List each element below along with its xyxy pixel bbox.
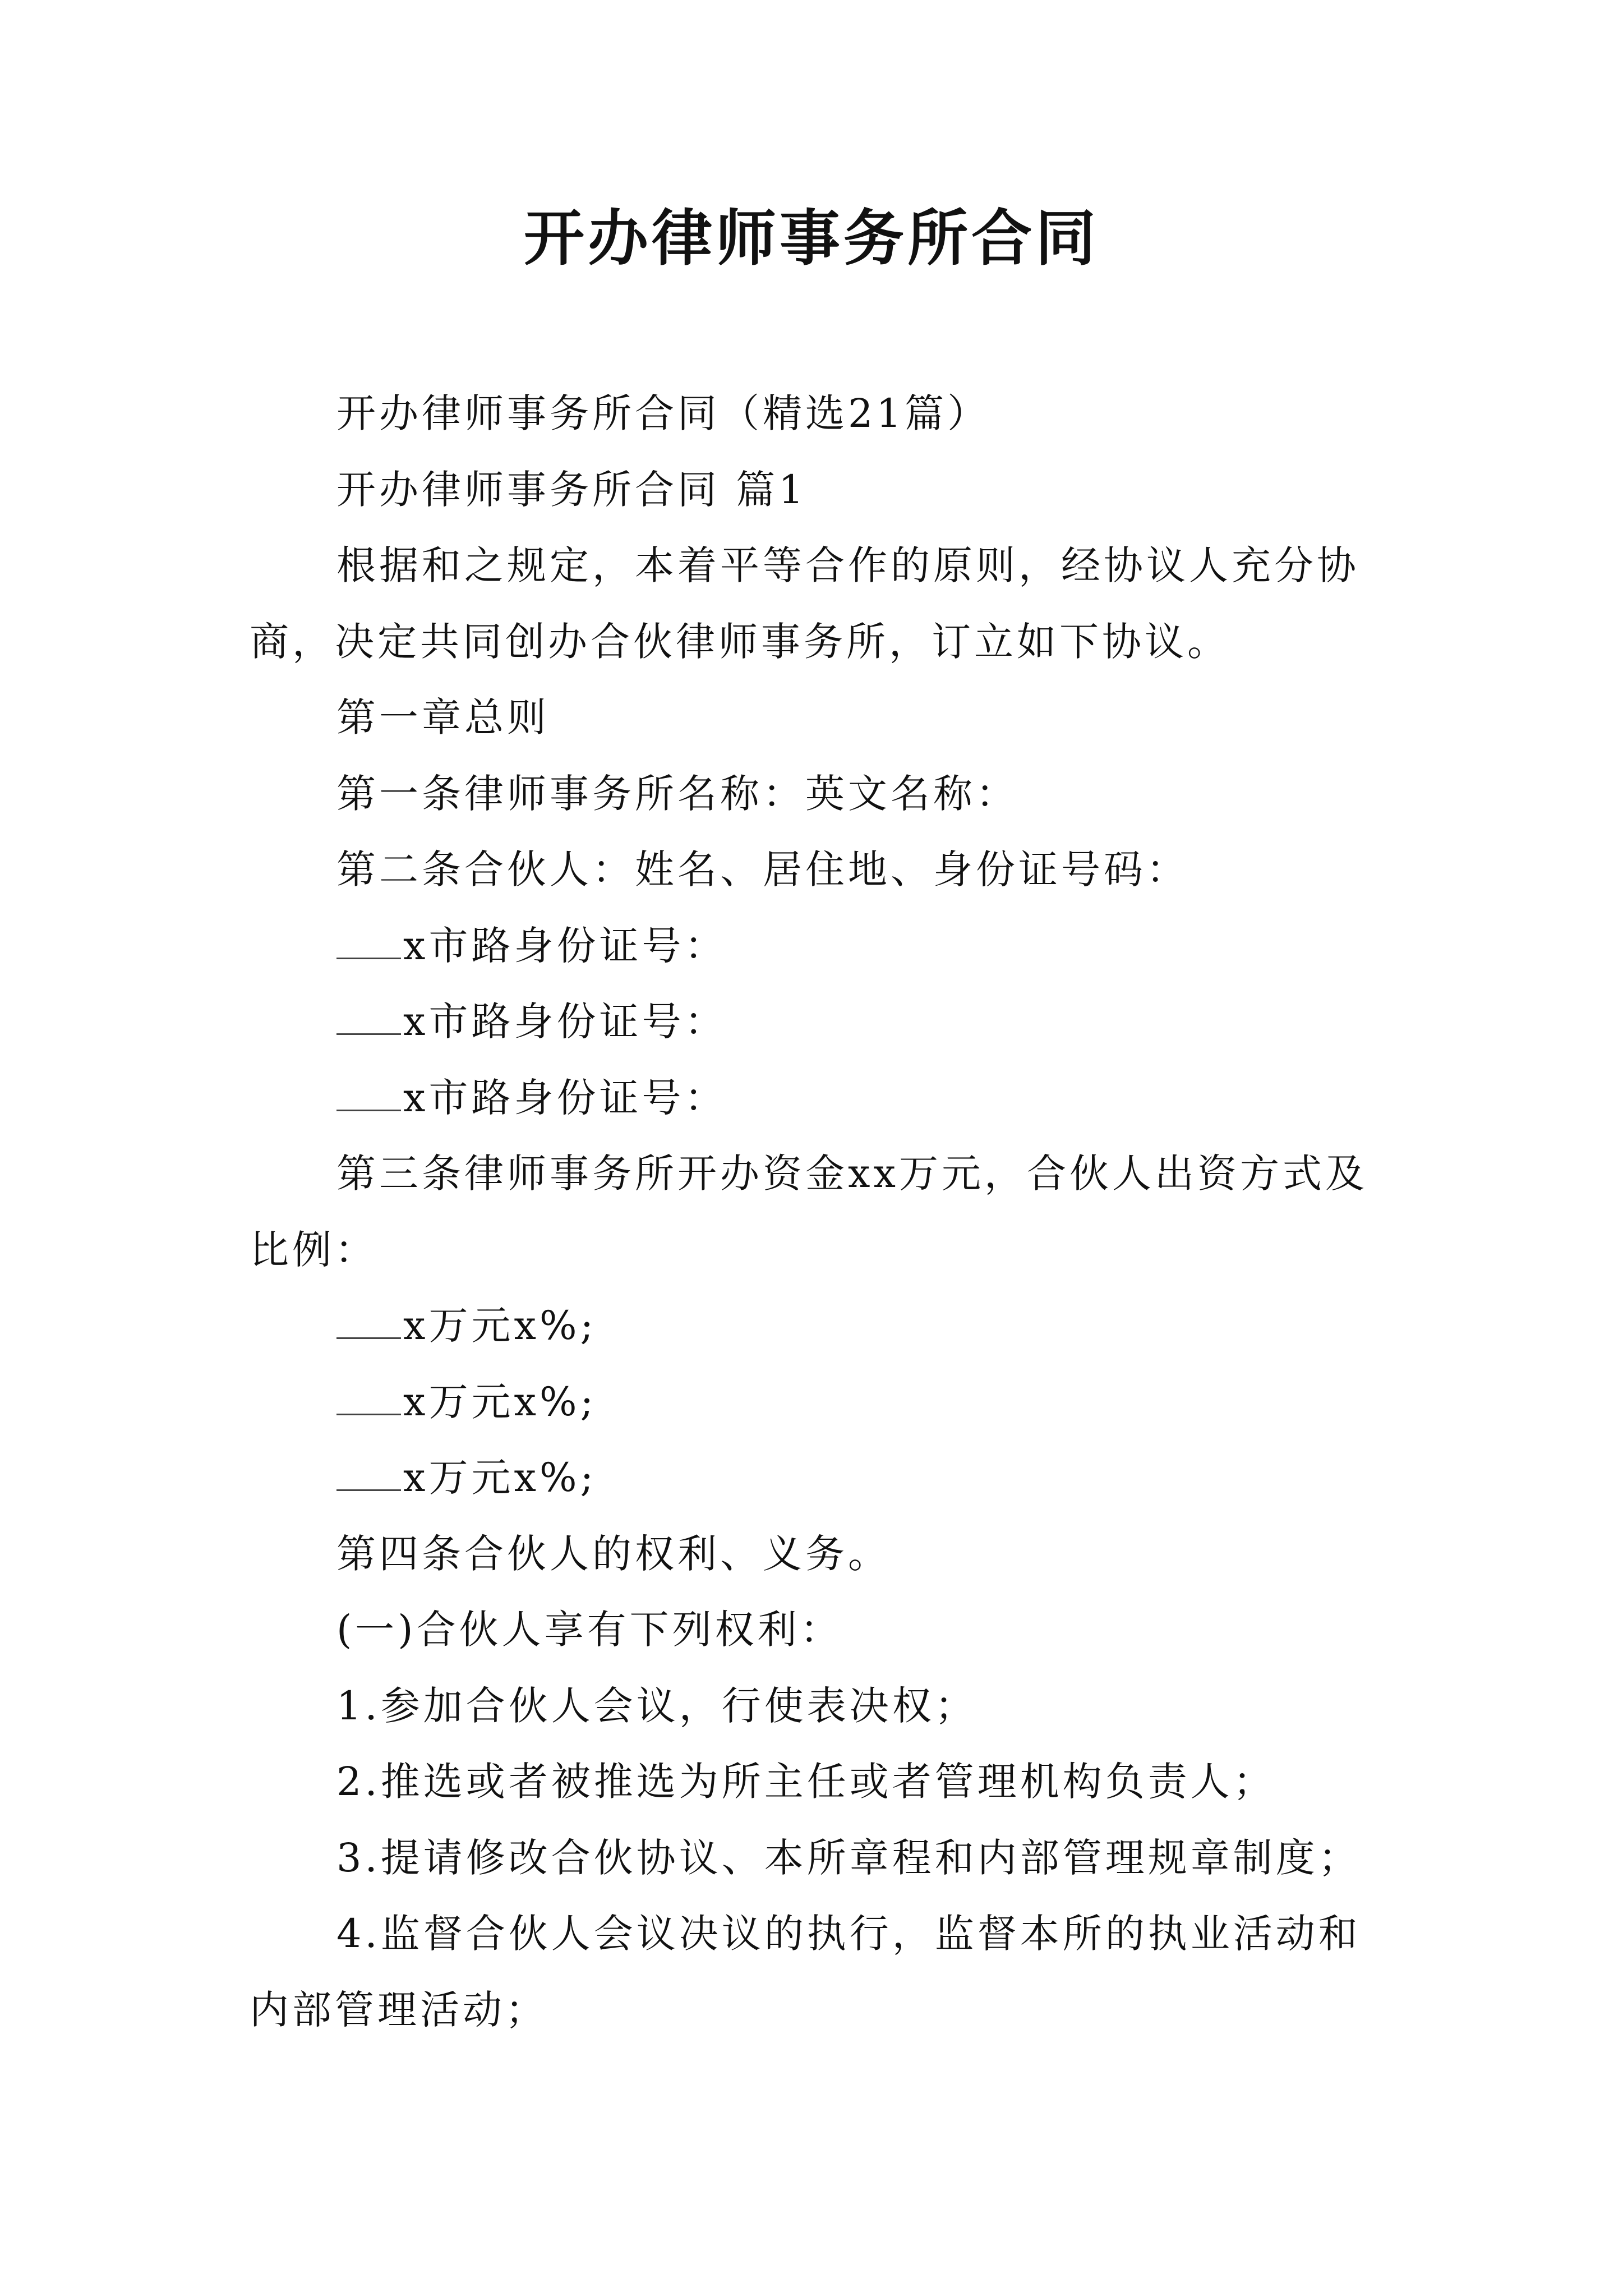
paragraph-article-4 xyxy=(250,1516,1388,1593)
paragraph-text: (一)合伙人享有下列权利： xyxy=(336,1607,843,1653)
paragraph-capital-line xyxy=(250,1440,1388,1516)
paragraph-text: 3.提请修改合伙协议、本所章程和内部管理规章制度； xyxy=(336,1834,1361,1881)
fill-in-blank xyxy=(336,1455,401,1491)
fill-in-blank xyxy=(336,923,401,959)
paragraph-text: 第二条合伙人：姓名、居住地、身份证号码： xyxy=(336,846,1189,892)
paragraph-text: 2.推选或者被推选为所主任或者管理机构负责人； xyxy=(336,1759,1276,1805)
paragraph-text: 4.监督合伙人会议决议的执行，监督本所的执业活动和内部管理活动； xyxy=(250,1911,1361,2033)
paragraph-right-item xyxy=(250,1668,1388,1745)
document-body xyxy=(250,376,1388,2048)
paragraph-text: 第一章总则 xyxy=(336,694,550,740)
paragraph-text: 第三条律师事务所开办资金xx万元，合伙人出资方式及比例： xyxy=(250,1151,1368,1273)
paragraph-article-3 xyxy=(250,1136,1388,1288)
paragraph-text: 第一条律师事务所名称：英文名称： xyxy=(336,770,1018,817)
paragraph-text: 开办律师事务所合同 篇1 xyxy=(336,466,807,513)
paragraph-article-2 xyxy=(250,832,1388,908)
paragraph-capital-line xyxy=(250,1288,1388,1364)
fill-in-blank xyxy=(336,1075,401,1111)
paragraph-text: x市路身份证号： xyxy=(403,1074,727,1121)
document-title: 开办律师事务所合同 xyxy=(523,203,1099,274)
paragraph-rights-heading xyxy=(250,1592,1388,1668)
paragraph-text: x万元x%; xyxy=(403,1303,597,1349)
paragraph-chapter-heading xyxy=(250,680,1388,756)
fill-in-blank xyxy=(336,1379,401,1415)
paragraph-article-1 xyxy=(250,756,1388,832)
paragraph-text: x市路身份证号： xyxy=(403,922,727,969)
paragraph-text: x市路身份证号： xyxy=(403,999,727,1045)
paragraph-section-heading xyxy=(250,452,1388,528)
paragraph-right-item xyxy=(250,1896,1388,2048)
paragraph-text: 第四条合伙人的权利、义务。 xyxy=(336,1530,891,1577)
paragraph-text: 根据和之规定，本着平等合作的原则，经协议人充分协商，决定共同创办合伙律师事务所，订立如下协议。 xyxy=(250,542,1359,665)
paragraph-subtitle xyxy=(250,376,1388,452)
paragraph-text: x万元x%; xyxy=(403,1378,597,1425)
paragraph-preamble xyxy=(250,528,1388,680)
paragraph-capital-line xyxy=(250,1364,1388,1441)
paragraph-text: 1.参加合伙人会议，行使表决权； xyxy=(336,1682,978,1729)
paragraph-partner-line xyxy=(250,908,1388,984)
fill-in-blank xyxy=(336,1303,401,1339)
paragraph-right-item xyxy=(250,1820,1388,1897)
fill-in-blank xyxy=(336,999,401,1035)
paragraph-text: x万元x%; xyxy=(403,1455,597,1501)
paragraph-partner-line xyxy=(250,984,1388,1060)
paragraph-partner-line xyxy=(250,1060,1388,1137)
paragraph-right-item xyxy=(250,1744,1388,1820)
paragraph-text: 开办律师事务所合同（精选21篇） xyxy=(336,390,990,436)
